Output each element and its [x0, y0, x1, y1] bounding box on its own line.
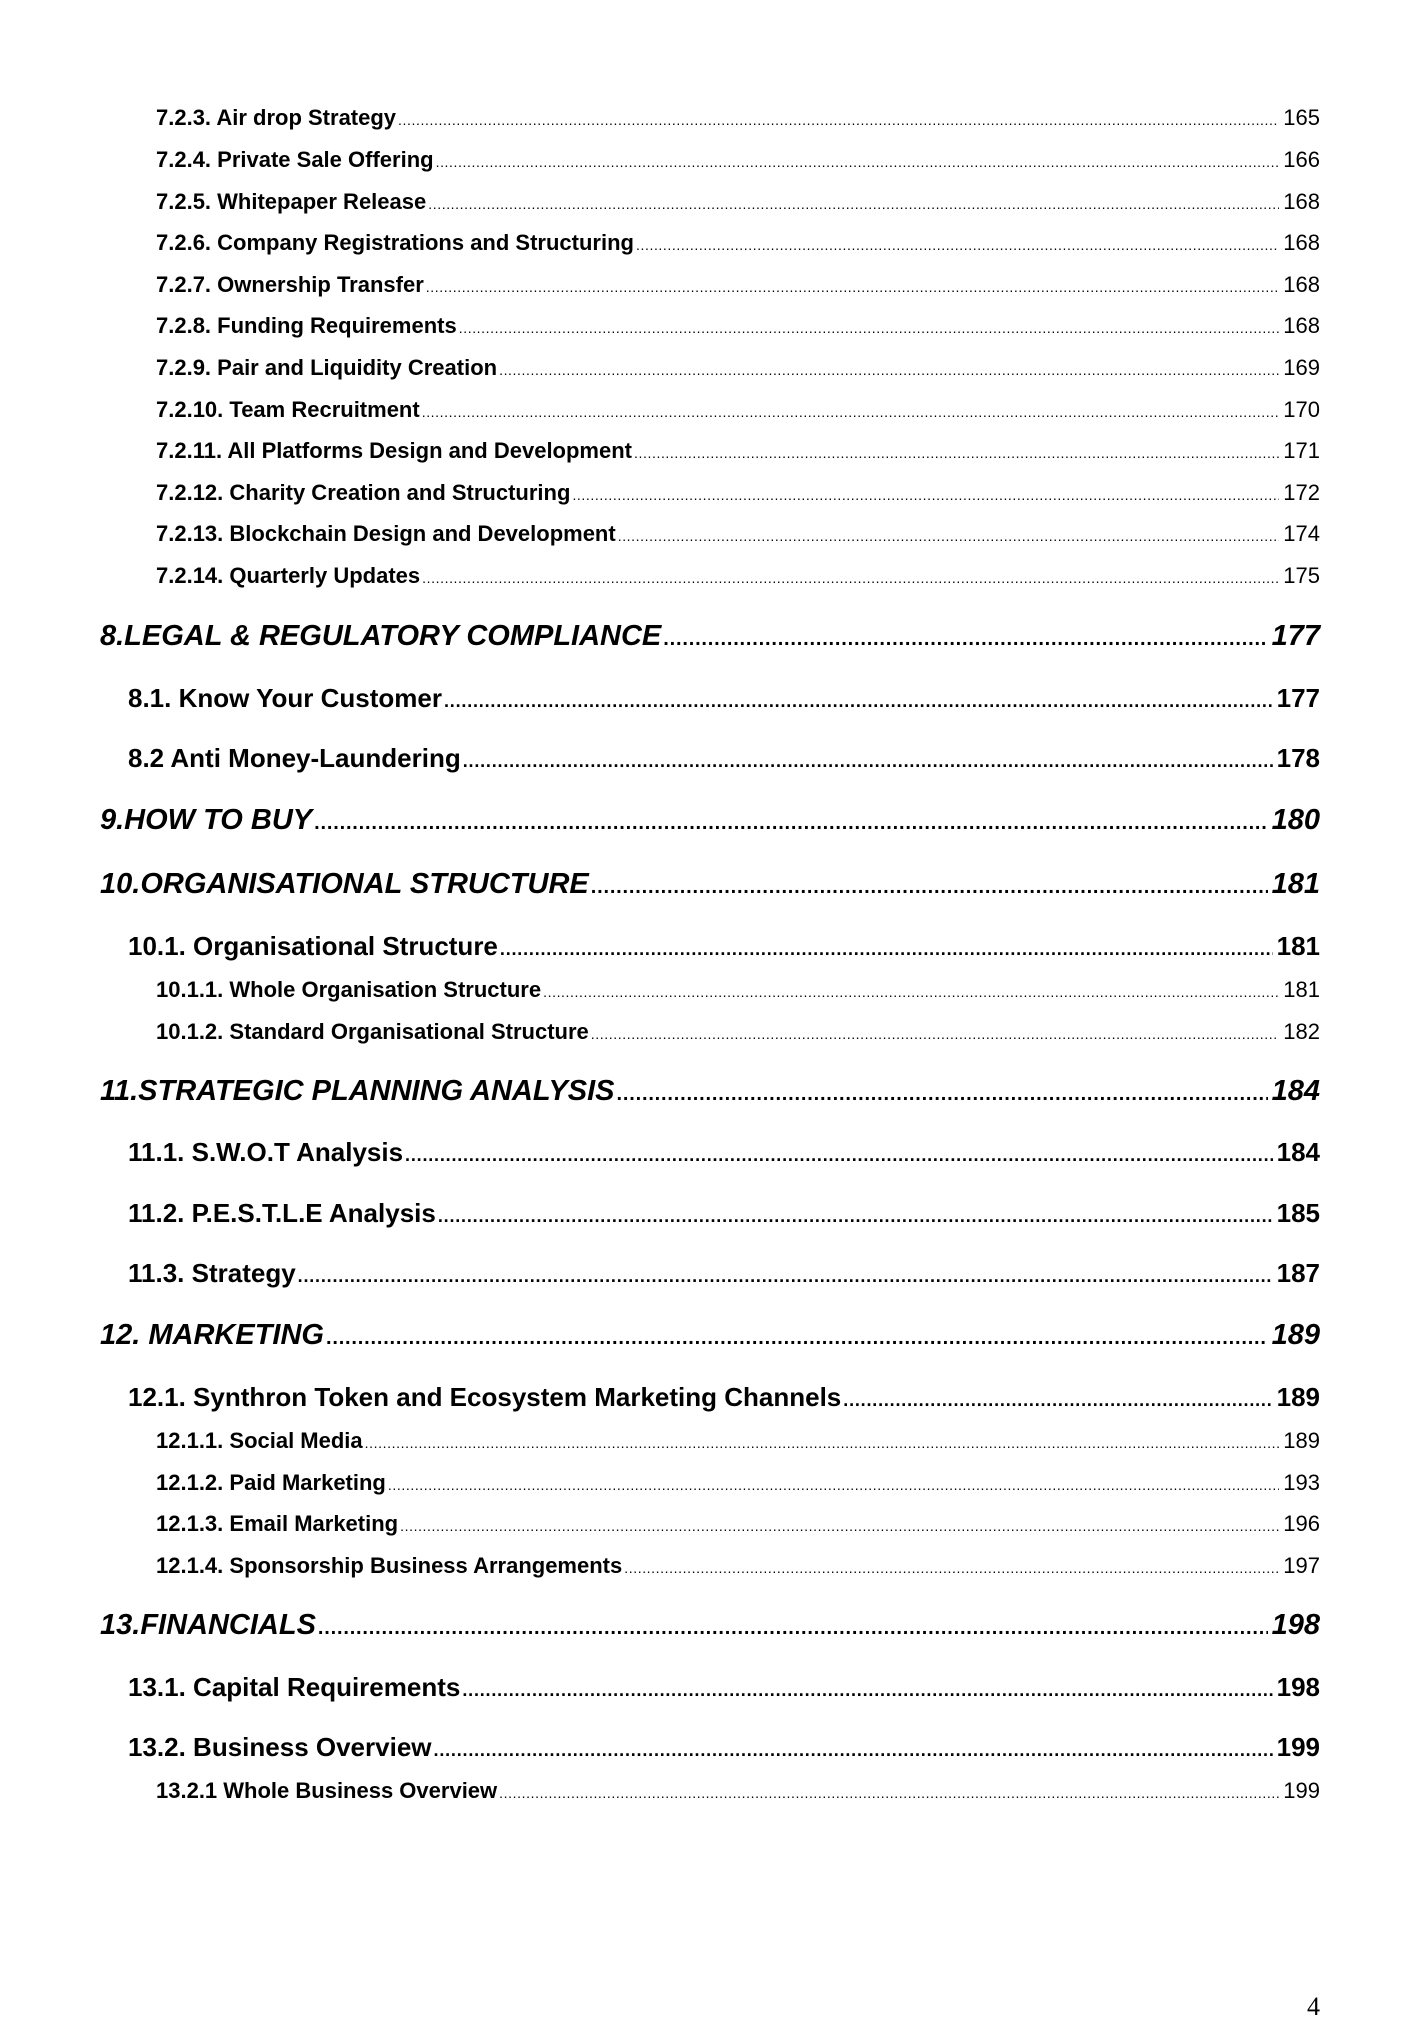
page-number: 4: [1307, 1992, 1320, 2021]
toc-leader-dots: [318, 1618, 1268, 1638]
toc-section-page: 178: [1276, 743, 1320, 773]
toc-section[interactable]: [128, 1260, 1320, 1286]
toc-entry-page: 172: [1283, 480, 1320, 505]
toc-entry-page: 199: [1283, 1778, 1320, 1803]
toc-section-title: 13.2. Business Overview: [128, 1732, 432, 1762]
toc-entry[interactable]: [156, 315, 1320, 337]
toc-chapter-title: 10.ORGANISATIONAL STRUCTURE: [100, 868, 589, 900]
toc-entry-title: 7.2.6. Company Registrations and Structuring: [156, 230, 634, 255]
toc-entry[interactable]: [156, 399, 1320, 421]
toc-leader-dots: [428, 197, 1279, 211]
toc-entry-page: 168: [1283, 313, 1320, 338]
toc-chapter[interactable]: [100, 870, 1320, 899]
toc-section[interactable]: [128, 1139, 1320, 1165]
toc-section[interactable]: [128, 933, 1320, 959]
toc-section-page: 185: [1276, 1198, 1320, 1228]
toc-entry-title: 12.1.2. Paid Marketing: [156, 1470, 386, 1495]
toc-chapter-title: 13.FINANCIALS: [100, 1609, 316, 1641]
toc-leader-dots: [618, 529, 1280, 543]
toc-entry-page: 165: [1283, 105, 1320, 130]
toc-section-title: 8.2 Anti Money-Laundering: [128, 743, 461, 773]
toc-entry-title: 7.2.12. Charity Creation and Structuring: [156, 480, 571, 505]
toc-section[interactable]: [128, 685, 1320, 711]
toc-leader-dots: [634, 446, 1279, 460]
toc-entry-title: 10.1.1. Whole Organisation Structure: [156, 977, 542, 1002]
toc-entry-title: 7.2.9. Pair and Liquidity Creation: [156, 355, 498, 380]
toc-section-title: 10.1. Organisational Structure: [128, 931, 498, 961]
toc-leader-dots: [422, 571, 1279, 585]
toc-section-page: 189: [1276, 1382, 1320, 1412]
toc-entry[interactable]: [156, 482, 1320, 504]
toc-entry-page: 166: [1283, 147, 1320, 172]
toc-leader-dots: [591, 877, 1268, 897]
toc-chapter[interactable]: [100, 1611, 1320, 1640]
toc-entry-page: 168: [1283, 189, 1320, 214]
toc-section-page: 187: [1276, 1258, 1320, 1288]
toc-leader-dots: [365, 1436, 1280, 1450]
toc-entry-page: 169: [1283, 355, 1320, 380]
toc-entry-page: 168: [1283, 272, 1320, 297]
toc-entry-title: 7.2.5. Whitepaper Release: [156, 189, 427, 214]
toc-leader-dots: [438, 1207, 1273, 1225]
toc-entry[interactable]: [156, 357, 1320, 379]
toc-chapter-title: 9.HOW TO BUY: [100, 804, 313, 836]
toc-entry-page: 175: [1283, 563, 1320, 588]
toc-entry-title: 10.1.2. Standard Organisational Structure: [156, 1019, 589, 1044]
toc-entry[interactable]: [156, 274, 1320, 296]
toc-entry[interactable]: [156, 979, 1320, 1001]
toc-section-title: 12.1. Synthron Token and Ecosystem Marketing Channels: [128, 1382, 842, 1412]
toc-section[interactable]: [128, 1734, 1320, 1760]
toc-entry-title: 7.2.13. Blockchain Design and Development: [156, 521, 616, 546]
toc-leader-dots: [444, 692, 1273, 710]
toc-entry-page: 170: [1283, 397, 1320, 422]
toc-entry-title: 7.2.8. Funding Requirements: [156, 313, 457, 338]
toc-entry-title: 7.2.14. Quarterly Updates: [156, 563, 421, 588]
toc-chapter-page: 198: [1271, 1609, 1320, 1641]
toc-leader-dots: [591, 1027, 1279, 1041]
toc-section-page: 184: [1276, 1137, 1320, 1167]
toc-leader-dots: [426, 280, 1280, 294]
toc-chapter-page: 184: [1271, 1075, 1320, 1107]
toc-leader-dots: [499, 1786, 1279, 1800]
toc-leader-dots: [463, 752, 1273, 770]
toc-entry[interactable]: [156, 1513, 1320, 1535]
toc-entry-title: 12.1.4. Sponsorship Business Arrangements: [156, 1553, 623, 1578]
toc-leader-dots: [398, 113, 1279, 127]
toc-leader-dots: [843, 1391, 1272, 1409]
toc-leader-dots: [314, 813, 1267, 833]
toc-leader-dots: [636, 238, 1279, 252]
toc-chapter[interactable]: [100, 1077, 1320, 1106]
toc-chapter-title: 8.LEGAL & REGULATORY COMPLIANCE: [100, 620, 662, 652]
toc-entry-title: 7.2.4. Private Sale Offering: [156, 147, 434, 172]
toc-leader-dots: [572, 488, 1279, 502]
toc-entry-page: 168: [1283, 230, 1320, 255]
toc-leader-dots: [422, 405, 1280, 419]
toc-entry-title: 7.2.10. Team Recruitment: [156, 397, 420, 422]
toc-chapter-page: 189: [1271, 1319, 1320, 1351]
toc-section-page: 177: [1276, 683, 1320, 713]
toc-entry[interactable]: [156, 1780, 1320, 1802]
toc-entry[interactable]: [156, 107, 1320, 129]
toc-entry-title: 7.2.3. Air drop Strategy: [156, 105, 397, 130]
toc-entry-page: 189: [1283, 1428, 1320, 1453]
toc-section[interactable]: [128, 1384, 1320, 1410]
toc-chapter-page: 181: [1271, 868, 1320, 900]
toc-entry[interactable]: [156, 191, 1320, 213]
toc-entry-title: 13.2.1 Whole Business Overview: [156, 1778, 498, 1803]
toc-entry-page: 174: [1283, 521, 1320, 546]
toc-entry[interactable]: [156, 149, 1320, 171]
toc-entry-page: 182: [1283, 1019, 1320, 1044]
toc-chapter-page: 180: [1271, 804, 1320, 836]
toc-section[interactable]: [128, 745, 1320, 771]
toc-leader-dots: [499, 363, 1279, 377]
toc-entry-title: 12.1.1. Social Media: [156, 1428, 363, 1453]
toc-leader-dots: [405, 1146, 1273, 1164]
toc-entry-title: 12.1.3. Email Marketing: [156, 1511, 399, 1536]
toc-entry[interactable]: [156, 1555, 1320, 1577]
toc-leader-dots: [543, 985, 1279, 999]
toc-leader-dots: [388, 1478, 1279, 1492]
toc-entry-page: 197: [1283, 1553, 1320, 1578]
toc-section-title: 13.1. Capital Requirements: [128, 1672, 461, 1702]
toc-section-title: 11.1. S.W.O.T Analysis: [128, 1137, 404, 1167]
toc-section[interactable]: [128, 1674, 1320, 1700]
toc-chapter-title: 12. MARKETING: [100, 1319, 324, 1351]
toc-leader-dots: [617, 1084, 1268, 1104]
toc-section-page: 198: [1276, 1672, 1320, 1702]
toc-chapter[interactable]: [100, 622, 1320, 651]
toc-entry-page: 171: [1283, 438, 1320, 463]
toc-section-page: 181: [1276, 931, 1320, 961]
toc-entry-page: 181: [1283, 977, 1320, 1002]
toc-leader-dots: [434, 1741, 1273, 1759]
toc-leader-dots: [436, 155, 1280, 169]
toc-chapter-page: 177: [1271, 620, 1320, 652]
toc-entry-title: 7.2.11. All Platforms Design and Development: [156, 438, 632, 463]
toc-section-title: 11.3. Strategy: [128, 1258, 296, 1288]
toc-section-title: 11.2. P.E.S.T.L.E Analysis: [128, 1198, 436, 1228]
toc-section-page: 199: [1276, 1732, 1320, 1762]
toc-entry-title: 7.2.7. Ownership Transfer: [156, 272, 424, 297]
toc-entry-page: 196: [1283, 1511, 1320, 1536]
toc-entry[interactable]: [156, 440, 1320, 462]
toc-leader-dots: [624, 1561, 1279, 1575]
toc-entry[interactable]: [156, 523, 1320, 545]
toc-leader-dots: [663, 629, 1267, 649]
toc-entry[interactable]: [156, 565, 1320, 587]
toc-chapter[interactable]: [100, 1321, 1320, 1350]
toc-leader-dots: [400, 1519, 1279, 1533]
toc-entry[interactable]: [156, 1430, 1320, 1452]
toc-entry-page: 193: [1283, 1470, 1320, 1495]
toc-section[interactable]: [128, 1200, 1320, 1226]
toc-section-title: 8.1. Know Your Customer: [128, 683, 442, 713]
toc-chapter-title: 11.STRATEGIC PLANNING ANALYSIS: [100, 1075, 615, 1107]
toc-leader-dots: [459, 321, 1280, 335]
toc-leader-dots: [326, 1328, 1268, 1348]
toc-leader-dots: [500, 940, 1273, 958]
toc-leader-dots: [462, 1681, 1272, 1699]
toc-leader-dots: [298, 1267, 1273, 1285]
toc-entry[interactable]: [156, 1472, 1320, 1494]
toc-chapter[interactable]: [100, 806, 1320, 835]
toc-entry[interactable]: [156, 232, 1320, 254]
toc-entry[interactable]: [156, 1021, 1320, 1043]
